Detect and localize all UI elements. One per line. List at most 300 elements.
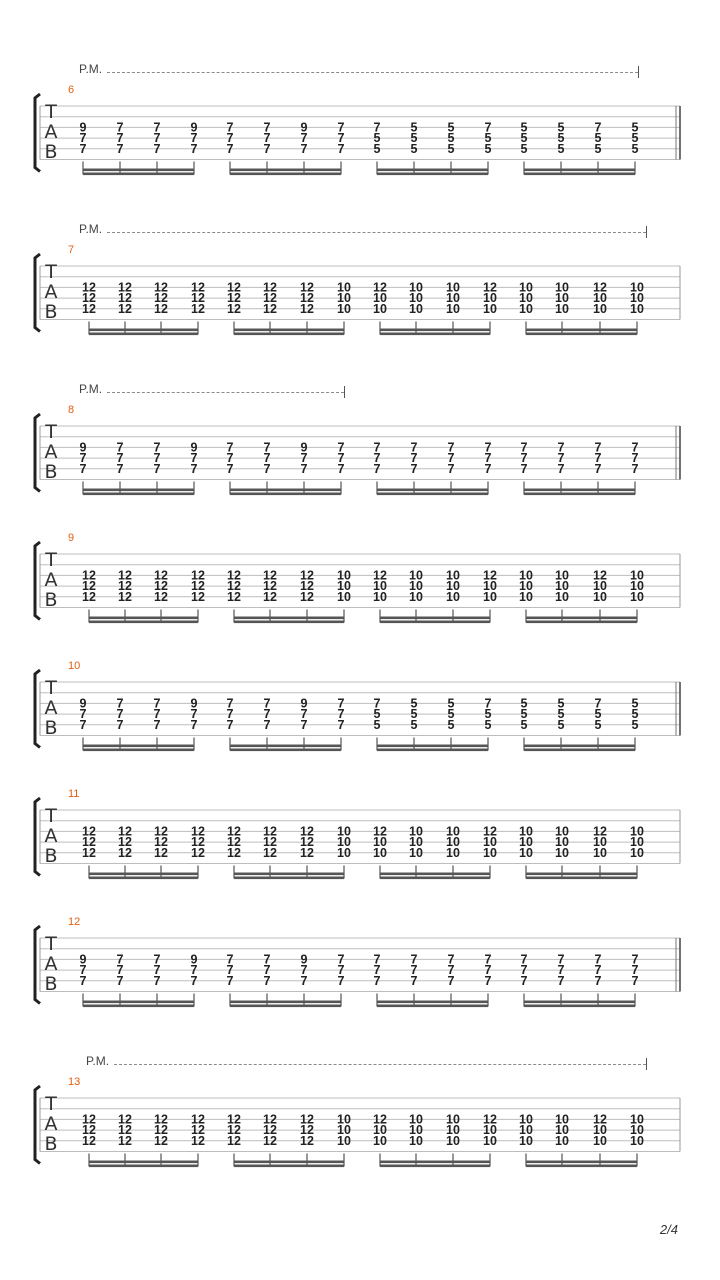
- fret-number: 10: [373, 845, 387, 860]
- system-bracket: [35, 926, 40, 1004]
- tab-clef-letter: A: [44, 569, 58, 591]
- palm-mute-label: P.M.: [79, 62, 103, 76]
- fret-number: 7: [226, 707, 234, 722]
- beam: [89, 873, 198, 876]
- fret-number: 7: [263, 963, 271, 978]
- fret-number: 7: [153, 451, 161, 466]
- fret-number: 10: [409, 280, 423, 295]
- fret-number: 7: [300, 707, 308, 722]
- fret-number: 7: [190, 973, 198, 988]
- fret-number: 5: [557, 696, 565, 711]
- fret-number: 5: [484, 707, 492, 722]
- fret-number: 7: [190, 461, 198, 476]
- tab-clef-letter: A: [44, 1113, 58, 1135]
- tab-clef-letter: B: [44, 1133, 58, 1155]
- fret-number: 7: [337, 461, 345, 476]
- fret-number: 12: [263, 845, 277, 860]
- fret-number: 7: [226, 440, 234, 455]
- fret-number: 7: [520, 451, 528, 466]
- measure-number: 8: [68, 404, 75, 416]
- tab-clef-letter: T: [45, 549, 57, 571]
- page-number: 2/4: [659, 1222, 678, 1237]
- fret-number: 9: [300, 952, 308, 967]
- fret-number: 7: [226, 131, 234, 146]
- fret-number: 7: [300, 461, 308, 476]
- fret-number: 12: [191, 824, 205, 839]
- fret-number: 5: [447, 120, 455, 135]
- fret-number: 12: [118, 824, 132, 839]
- fret-number: 10: [337, 301, 351, 316]
- fret-number: 7: [447, 440, 455, 455]
- fret-number: 7: [410, 973, 418, 988]
- fret-number: 10: [630, 291, 644, 306]
- fret-number: 10: [337, 568, 351, 583]
- fret-number: 7: [79, 717, 87, 732]
- measure-number: 6: [68, 84, 75, 96]
- fret-number: 12: [82, 1123, 96, 1138]
- fret-number: 9: [190, 120, 198, 135]
- fret-number: 7: [79, 451, 87, 466]
- fret-number: 7: [79, 707, 87, 722]
- fret-number: 5: [557, 717, 565, 732]
- fret-number: 10: [373, 301, 387, 316]
- fret-number: 7: [190, 451, 198, 466]
- tab-clef-letter: B: [44, 845, 58, 867]
- fret-number: 10: [409, 589, 423, 604]
- fret-number: 7: [373, 973, 381, 988]
- fret-number: 12: [191, 291, 205, 306]
- fret-number: 10: [483, 1133, 497, 1148]
- fret-number: 5: [520, 131, 528, 146]
- fret-number: 7: [300, 451, 308, 466]
- beam: [89, 1165, 198, 1168]
- beam: [524, 169, 635, 172]
- fret-number: 7: [484, 120, 492, 135]
- fret-number: 5: [631, 141, 639, 156]
- fret-number: 7: [410, 451, 418, 466]
- beam: [83, 1001, 194, 1004]
- fret-number: 7: [447, 952, 455, 967]
- beam: [526, 621, 637, 624]
- fret-number: 10: [630, 301, 644, 316]
- tab-staff: [0, 250, 720, 350]
- fret-number: 7: [373, 120, 381, 135]
- tab-clef-letter: B: [44, 589, 58, 611]
- beam: [377, 1001, 488, 1004]
- fret-number: 10: [446, 579, 460, 594]
- palm-mute-extent: [107, 392, 344, 393]
- fret-number: 7: [557, 952, 565, 967]
- fret-number: 12: [191, 1112, 205, 1127]
- fret-number: 5: [631, 131, 639, 146]
- fret-number: 10: [630, 280, 644, 295]
- fret-number: 12: [154, 301, 168, 316]
- fret-number: 12: [82, 824, 96, 839]
- tab-clef-letter: B: [44, 717, 58, 739]
- fret-number: 10: [409, 845, 423, 860]
- fret-number: 10: [555, 568, 569, 583]
- fret-number: 12: [82, 280, 96, 295]
- fret-number: 10: [593, 1133, 607, 1148]
- beam: [377, 745, 488, 748]
- tab-staff: [0, 1082, 720, 1182]
- fret-number: 12: [300, 589, 314, 604]
- fret-number: 7: [337, 707, 345, 722]
- beam: [526, 617, 637, 620]
- fret-number: 7: [263, 451, 271, 466]
- beam: [234, 617, 344, 620]
- fret-number: 10: [555, 1112, 569, 1127]
- fret-number: 7: [153, 717, 161, 732]
- fret-number: 12: [82, 568, 96, 583]
- measure-number: 9: [68, 532, 75, 544]
- fret-number: 7: [116, 973, 124, 988]
- fret-number: 10: [337, 1123, 351, 1138]
- beam: [89, 617, 198, 620]
- fret-number: 5: [447, 696, 455, 711]
- fret-number: 10: [409, 835, 423, 850]
- fret-number: 7: [79, 963, 87, 978]
- fret-number: 12: [191, 568, 205, 583]
- beam: [380, 329, 490, 332]
- fret-number: 7: [79, 461, 87, 476]
- beam: [380, 617, 490, 620]
- fret-number: 10: [555, 301, 569, 316]
- beam: [230, 1005, 341, 1008]
- fret-number: 12: [191, 280, 205, 295]
- beam: [524, 173, 635, 176]
- fret-number: 10: [593, 579, 607, 594]
- fret-number: 10: [446, 301, 460, 316]
- fret-number: 12: [483, 1112, 497, 1127]
- fret-number: 12: [593, 1112, 607, 1127]
- beam: [380, 621, 490, 624]
- fret-number: 12: [300, 1133, 314, 1148]
- beam: [377, 1005, 488, 1008]
- fret-number: 7: [337, 451, 345, 466]
- fret-number: 7: [190, 707, 198, 722]
- beam: [89, 1161, 198, 1164]
- fret-number: 10: [446, 845, 460, 860]
- fret-number: 7: [337, 141, 345, 156]
- fret-number: 12: [118, 280, 132, 295]
- fret-number: 10: [409, 568, 423, 583]
- tab-staff: [0, 922, 720, 1022]
- fret-number: 7: [226, 696, 234, 711]
- tab-clef-letter: B: [44, 301, 58, 323]
- fret-number: 12: [118, 845, 132, 860]
- beam: [83, 489, 194, 492]
- fret-number: 12: [227, 845, 241, 860]
- fret-number: 12: [191, 1133, 205, 1148]
- fret-number: 7: [300, 131, 308, 146]
- fret-number: 5: [520, 707, 528, 722]
- fret-number: 12: [154, 845, 168, 860]
- fret-number: 12: [373, 1112, 387, 1127]
- fret-number: 7: [447, 973, 455, 988]
- fret-number: 10: [593, 1123, 607, 1138]
- fret-number: 12: [483, 280, 497, 295]
- fret-number: 12: [154, 1123, 168, 1138]
- fret-number: 10: [593, 589, 607, 604]
- fret-number: 7: [594, 451, 602, 466]
- beam: [234, 1161, 344, 1164]
- fret-number: 5: [520, 717, 528, 732]
- tab-clef-letter: T: [45, 101, 57, 123]
- fret-number: 10: [373, 1123, 387, 1138]
- fret-number: 7: [116, 963, 124, 978]
- fret-number: 7: [337, 696, 345, 711]
- fret-number: 7: [373, 952, 381, 967]
- beam: [230, 493, 341, 496]
- beam: [89, 333, 198, 336]
- fret-number: 7: [594, 696, 602, 711]
- fret-number: 10: [483, 835, 497, 850]
- fret-number: 12: [300, 301, 314, 316]
- fret-number: 7: [153, 120, 161, 135]
- fret-number: 10: [373, 835, 387, 850]
- fret-number: 9: [190, 440, 198, 455]
- fret-number: 12: [227, 835, 241, 850]
- fret-number: 7: [226, 717, 234, 732]
- fret-number: 10: [409, 579, 423, 594]
- fret-number: 7: [153, 131, 161, 146]
- fret-number: 10: [555, 824, 569, 839]
- tab-clef-letter: A: [44, 953, 58, 975]
- palm-mute-extent: [107, 72, 638, 73]
- fret-number: 7: [557, 973, 565, 988]
- fret-number: 7: [373, 461, 381, 476]
- fret-number: 7: [116, 952, 124, 967]
- fret-number: 7: [263, 717, 271, 732]
- fret-number: 7: [410, 461, 418, 476]
- fret-number: 12: [118, 1123, 132, 1138]
- palm-mute-extent: [114, 1064, 646, 1065]
- fret-number: 7: [631, 973, 639, 988]
- fret-number: 5: [520, 141, 528, 156]
- beam: [380, 877, 490, 880]
- fret-number: 12: [191, 579, 205, 594]
- fret-number: 7: [153, 141, 161, 156]
- beam: [89, 877, 198, 880]
- fret-number: 12: [373, 824, 387, 839]
- fret-number: 12: [227, 1123, 241, 1138]
- palm-mute-label: P.M.: [79, 382, 103, 396]
- beam: [377, 749, 488, 752]
- fret-number: 7: [226, 952, 234, 967]
- fret-number: 7: [594, 440, 602, 455]
- fret-number: 12: [82, 579, 96, 594]
- fret-number: 7: [226, 963, 234, 978]
- fret-number: 7: [190, 717, 198, 732]
- fret-number: 7: [373, 696, 381, 711]
- system-bracket: [35, 670, 40, 748]
- fret-number: 12: [154, 579, 168, 594]
- fret-number: 7: [116, 461, 124, 476]
- system-bracket: [35, 254, 40, 332]
- fret-number: 9: [190, 952, 198, 967]
- fret-number: 10: [630, 579, 644, 594]
- fret-number: 7: [373, 451, 381, 466]
- fret-number: 5: [373, 131, 381, 146]
- fret-number: 12: [82, 845, 96, 860]
- fret-number: 12: [154, 280, 168, 295]
- tab-staff: [0, 90, 720, 190]
- fret-number: 12: [263, 579, 277, 594]
- fret-number: 12: [373, 280, 387, 295]
- beam: [377, 493, 488, 496]
- fret-number: 10: [409, 301, 423, 316]
- fret-number: 7: [226, 461, 234, 476]
- fret-number: 7: [116, 717, 124, 732]
- tab-clef-letter: B: [44, 973, 58, 995]
- fret-number: 10: [446, 1133, 460, 1148]
- fret-number: 7: [373, 440, 381, 455]
- beam: [234, 333, 344, 336]
- beam: [83, 749, 194, 752]
- beam: [83, 169, 194, 172]
- fret-number: 10: [519, 589, 533, 604]
- fret-number: 9: [300, 696, 308, 711]
- fret-number: 5: [631, 707, 639, 722]
- fret-number: 12: [263, 568, 277, 583]
- fret-number: 7: [484, 952, 492, 967]
- fret-number: 12: [300, 280, 314, 295]
- fret-number: 7: [484, 696, 492, 711]
- fret-number: 5: [373, 141, 381, 156]
- fret-number: 12: [118, 589, 132, 604]
- fret-number: 7: [557, 440, 565, 455]
- fret-number: 10: [555, 1123, 569, 1138]
- fret-number: 12: [373, 568, 387, 583]
- fret-number: 12: [263, 280, 277, 295]
- fret-number: 7: [226, 141, 234, 156]
- beam: [89, 329, 198, 332]
- fret-number: 9: [79, 696, 87, 711]
- fret-number: 10: [519, 1133, 533, 1148]
- fret-number: 7: [594, 120, 602, 135]
- fret-number: 7: [116, 707, 124, 722]
- fret-number: 7: [153, 963, 161, 978]
- fret-number: 7: [153, 461, 161, 476]
- fret-number: 5: [484, 717, 492, 732]
- fret-number: 7: [484, 440, 492, 455]
- fret-number: 7: [520, 952, 528, 967]
- fret-number: 12: [227, 1133, 241, 1148]
- fret-number: 7: [226, 451, 234, 466]
- fret-number: 5: [557, 707, 565, 722]
- fret-number: 12: [154, 1133, 168, 1148]
- tab-clef-letter: T: [45, 805, 57, 827]
- fret-number: 7: [300, 973, 308, 988]
- fret-number: 7: [631, 451, 639, 466]
- fret-number: 12: [300, 845, 314, 860]
- fret-number: 10: [337, 824, 351, 839]
- fret-number: 7: [337, 440, 345, 455]
- tab-staff: [0, 410, 720, 510]
- fret-number: 10: [483, 589, 497, 604]
- tab-clef-letter: A: [44, 825, 58, 847]
- fret-number: 5: [447, 707, 455, 722]
- fret-number: 10: [519, 1123, 533, 1138]
- fret-number: 10: [555, 845, 569, 860]
- fret-number: 12: [118, 301, 132, 316]
- fret-number: 10: [337, 291, 351, 306]
- fret-number: 12: [263, 589, 277, 604]
- beam: [230, 489, 341, 492]
- fret-number: 7: [557, 451, 565, 466]
- fret-number: 7: [410, 963, 418, 978]
- fret-number: 10: [630, 568, 644, 583]
- tab-clef-letter: A: [44, 441, 58, 463]
- fret-number: 5: [410, 131, 418, 146]
- fret-number: 10: [519, 301, 533, 316]
- system-bracket: [35, 414, 40, 492]
- fret-number: 7: [594, 963, 602, 978]
- fret-number: 7: [79, 131, 87, 146]
- fret-number: 12: [300, 579, 314, 594]
- beam: [524, 745, 635, 748]
- tab-staff: [0, 794, 720, 894]
- fret-number: 7: [190, 963, 198, 978]
- fret-number: 12: [263, 1123, 277, 1138]
- fret-number: 10: [409, 1112, 423, 1127]
- fret-number: 12: [227, 1112, 241, 1127]
- fret-number: 10: [519, 1112, 533, 1127]
- fret-number: 7: [337, 973, 345, 988]
- fret-number: 7: [557, 963, 565, 978]
- fret-number: 10: [337, 1133, 351, 1148]
- system-bracket: [35, 94, 40, 172]
- fret-number: 7: [263, 131, 271, 146]
- fret-number: 12: [82, 301, 96, 316]
- beam: [83, 493, 194, 496]
- fret-number: 5: [447, 131, 455, 146]
- fret-number: 7: [447, 451, 455, 466]
- fret-number: 7: [153, 707, 161, 722]
- fret-number: 5: [410, 696, 418, 711]
- fret-number: 12: [227, 301, 241, 316]
- beam: [234, 329, 344, 332]
- fret-number: 9: [79, 952, 87, 967]
- fret-number: 10: [519, 845, 533, 860]
- fret-number: 5: [594, 131, 602, 146]
- fret-number: 12: [593, 824, 607, 839]
- fret-number: 9: [79, 440, 87, 455]
- fret-number: 5: [484, 131, 492, 146]
- fret-number: 7: [520, 963, 528, 978]
- palm-mute-end: [646, 226, 647, 238]
- fret-number: 10: [373, 1133, 387, 1148]
- fret-number: 7: [520, 973, 528, 988]
- beam: [377, 173, 488, 176]
- fret-number: 12: [300, 568, 314, 583]
- fret-number: 12: [227, 291, 241, 306]
- fret-number: 10: [555, 579, 569, 594]
- fret-number: 5: [631, 717, 639, 732]
- fret-number: 5: [410, 141, 418, 156]
- fret-number: 10: [483, 291, 497, 306]
- fret-number: 7: [373, 963, 381, 978]
- beam: [526, 1165, 637, 1168]
- measure-number: 12: [68, 916, 81, 928]
- fret-number: 5: [447, 717, 455, 732]
- beam: [83, 1005, 194, 1008]
- fret-number: 12: [191, 301, 205, 316]
- fret-number: 7: [116, 141, 124, 156]
- fret-number: 10: [373, 589, 387, 604]
- fret-number: 10: [483, 845, 497, 860]
